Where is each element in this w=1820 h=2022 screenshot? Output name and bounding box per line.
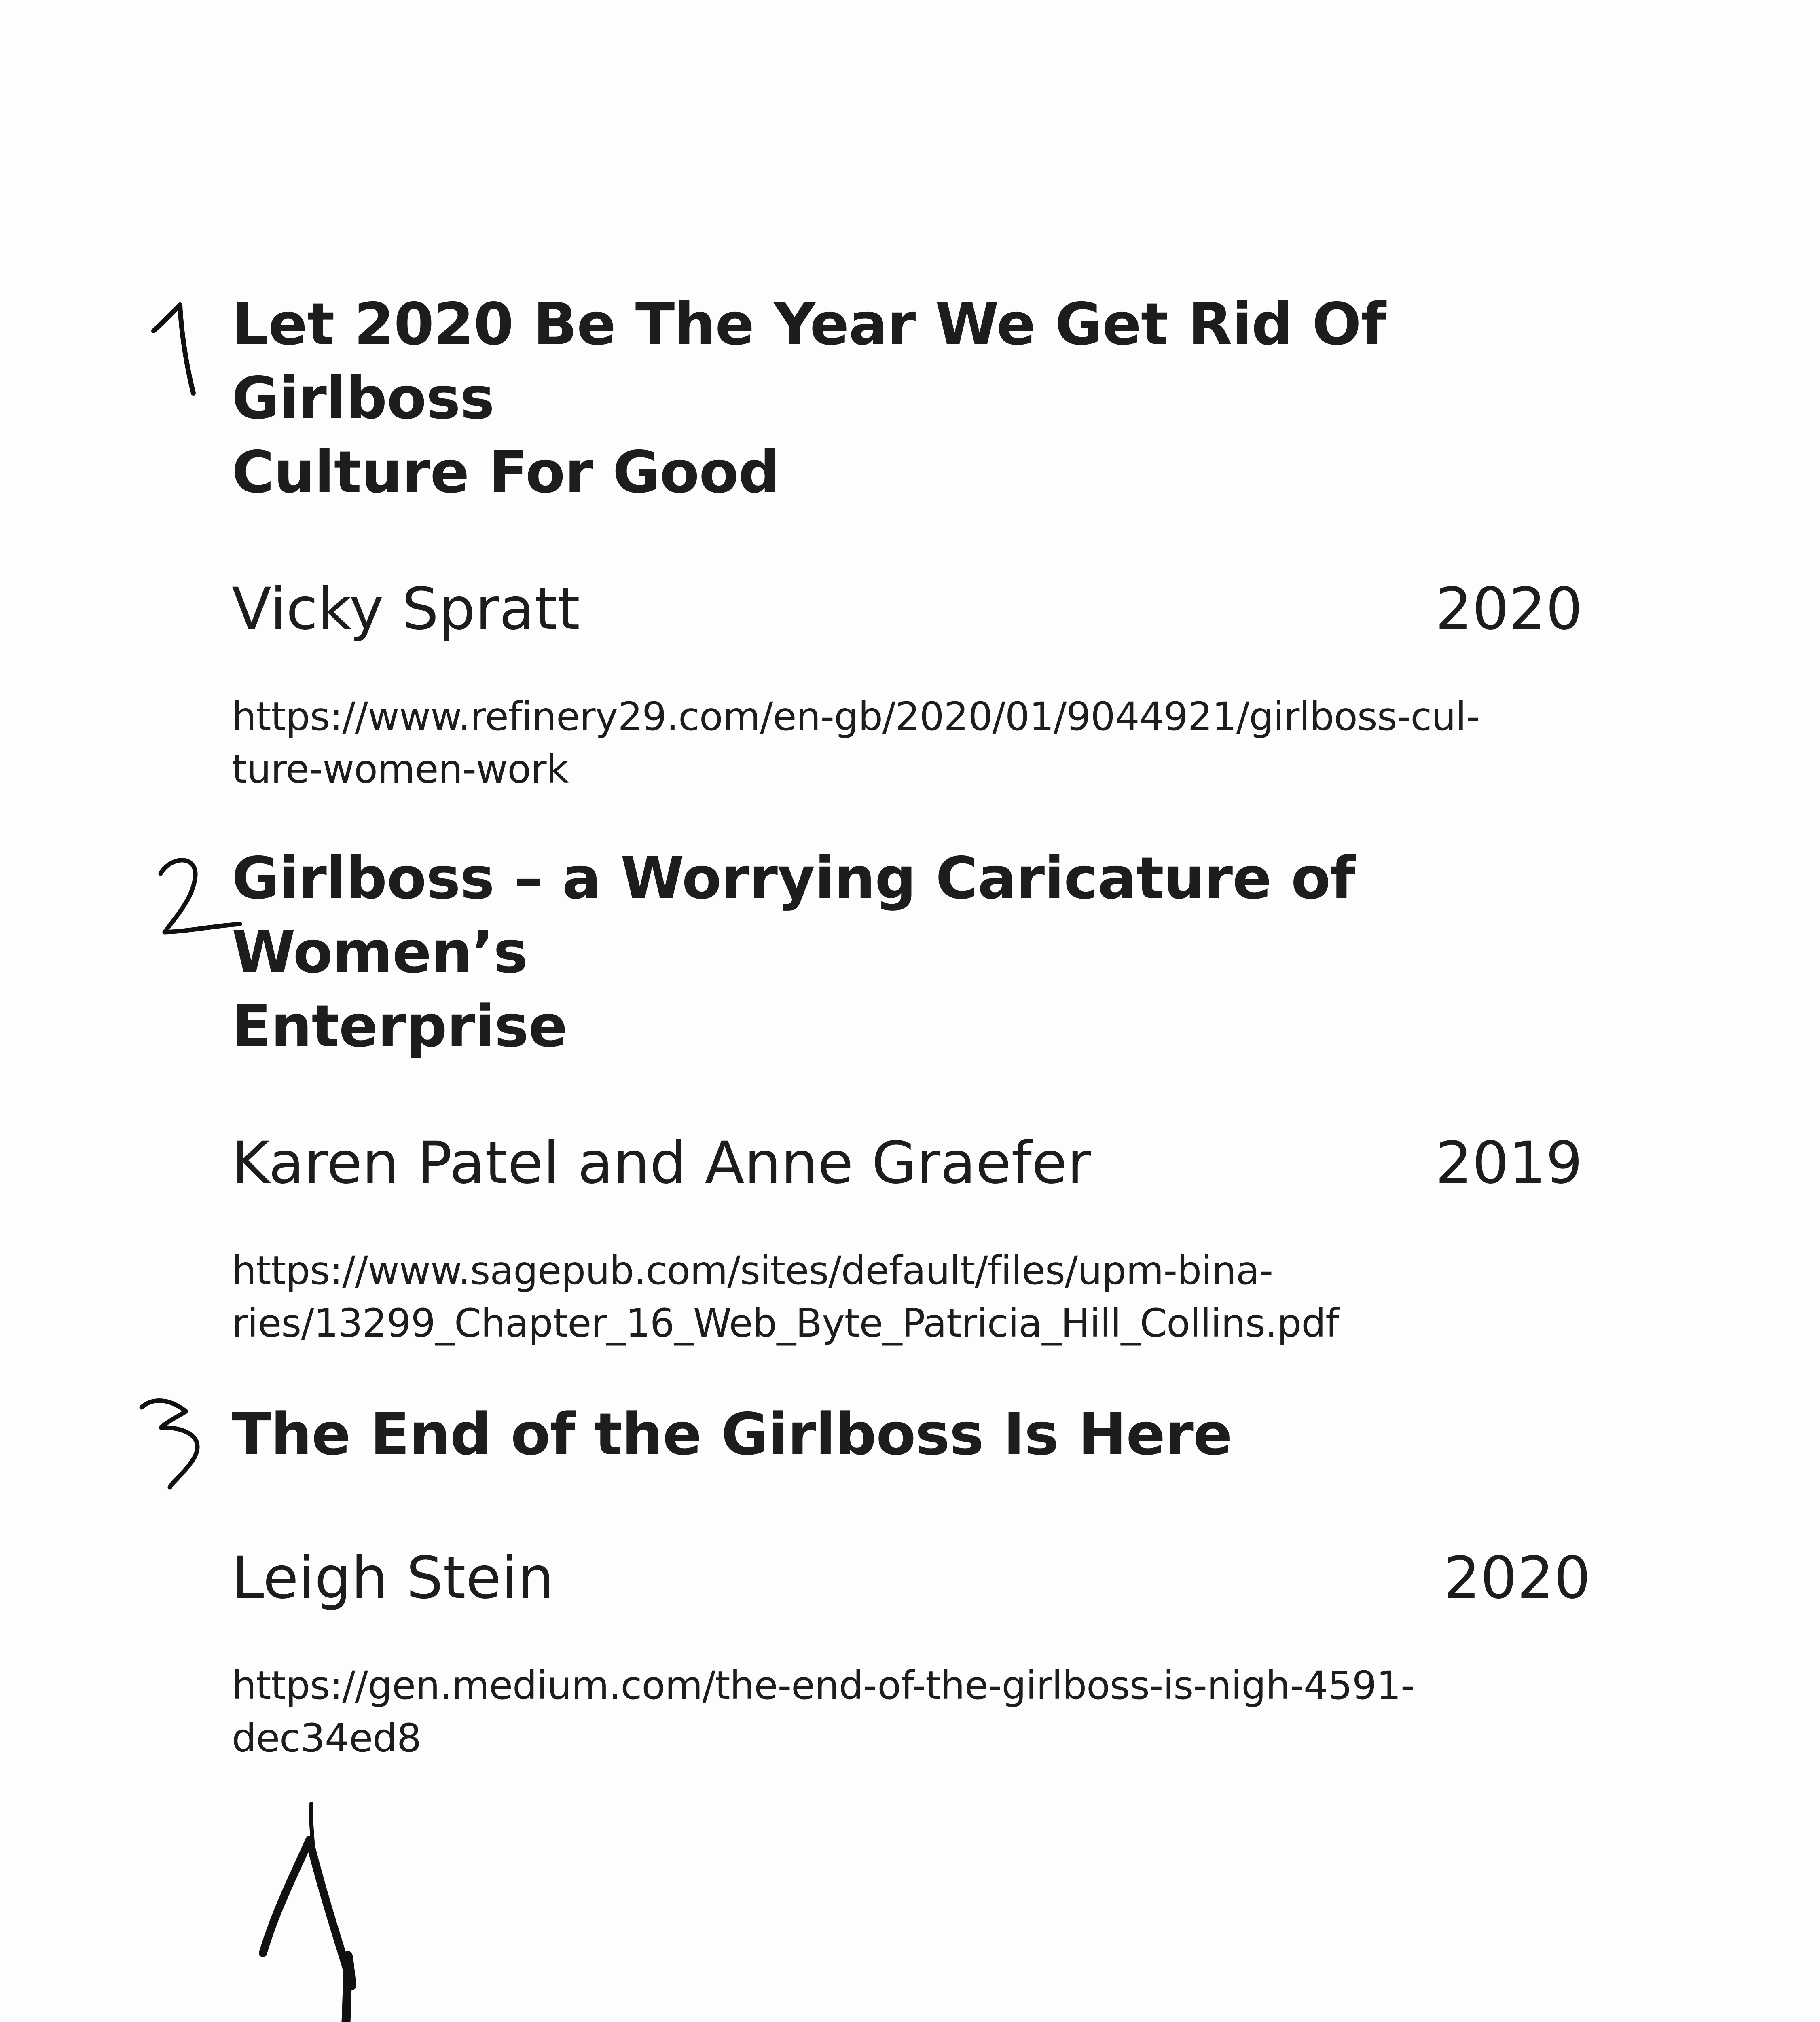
entry-url[interactable] — [232, 690, 1607, 795]
reference-entry-3 — [232, 1397, 1591, 1764]
entry-title — [232, 1397, 1583, 1471]
entry-title-line: Let 2020 Be The Year We Get Rid Of Girlboss — [232, 290, 1386, 432]
entry-author: Karen Patel and Anne Graefer — [232, 1129, 1091, 1197]
entry-author: Vicky Spratt — [232, 575, 580, 643]
entry-url[interactable] — [232, 1244, 1607, 1349]
handwritten-number-3-icon — [133, 1391, 222, 1496]
entry-title-line: Culture For Good — [232, 438, 779, 506]
entry-author: Leigh Stein — [232, 1544, 554, 1612]
entry-year: 2020 — [1443, 1544, 1591, 1612]
entry-url-line: https://www.sagepub.com/sites/default/files/upm-bina- — [232, 1248, 1273, 1293]
entry-url-line: ture-women-work — [232, 747, 569, 792]
reference-entry-2 — [232, 841, 1583, 1349]
entry-meta — [232, 1541, 1591, 1615]
entry-meta — [232, 572, 1583, 646]
handwritten-number-2-icon — [152, 851, 249, 944]
entry-url-line: ries/13299_Chapter_16_Web_Byte_Patricia_Hill_Collins.pdf — [232, 1301, 1339, 1346]
entry-title-line: Enterprise — [232, 992, 567, 1060]
handwritten-number-1-icon — [146, 299, 210, 404]
entry-title-line: Girlboss – a Worrying Caricature of Women’s — [232, 844, 1355, 986]
entry-year: 2019 — [1435, 1129, 1583, 1197]
hand-drawn-up-arrow-icon — [0, 1791, 445, 2022]
entry-title — [232, 287, 1583, 509]
entry-url-line: https://www.refinery29.com/en-gb/2020/01/9044921/girlboss-cul- — [232, 694, 1480, 739]
entry-url-line: dec34ed8 — [232, 1715, 421, 1761]
entry-title-line: The End of the Girlboss Is Here — [232, 1400, 1232, 1468]
reference-entry-1 — [232, 287, 1583, 795]
entry-url[interactable] — [232, 1659, 1607, 1764]
entry-url-line: https://gen.medium.com/the-end-of-the-girlboss-is-nigh-4591- — [232, 1663, 1414, 1708]
entry-year: 2020 — [1435, 575, 1583, 643]
entry-meta — [232, 1126, 1583, 1200]
entry-title — [232, 841, 1583, 1063]
